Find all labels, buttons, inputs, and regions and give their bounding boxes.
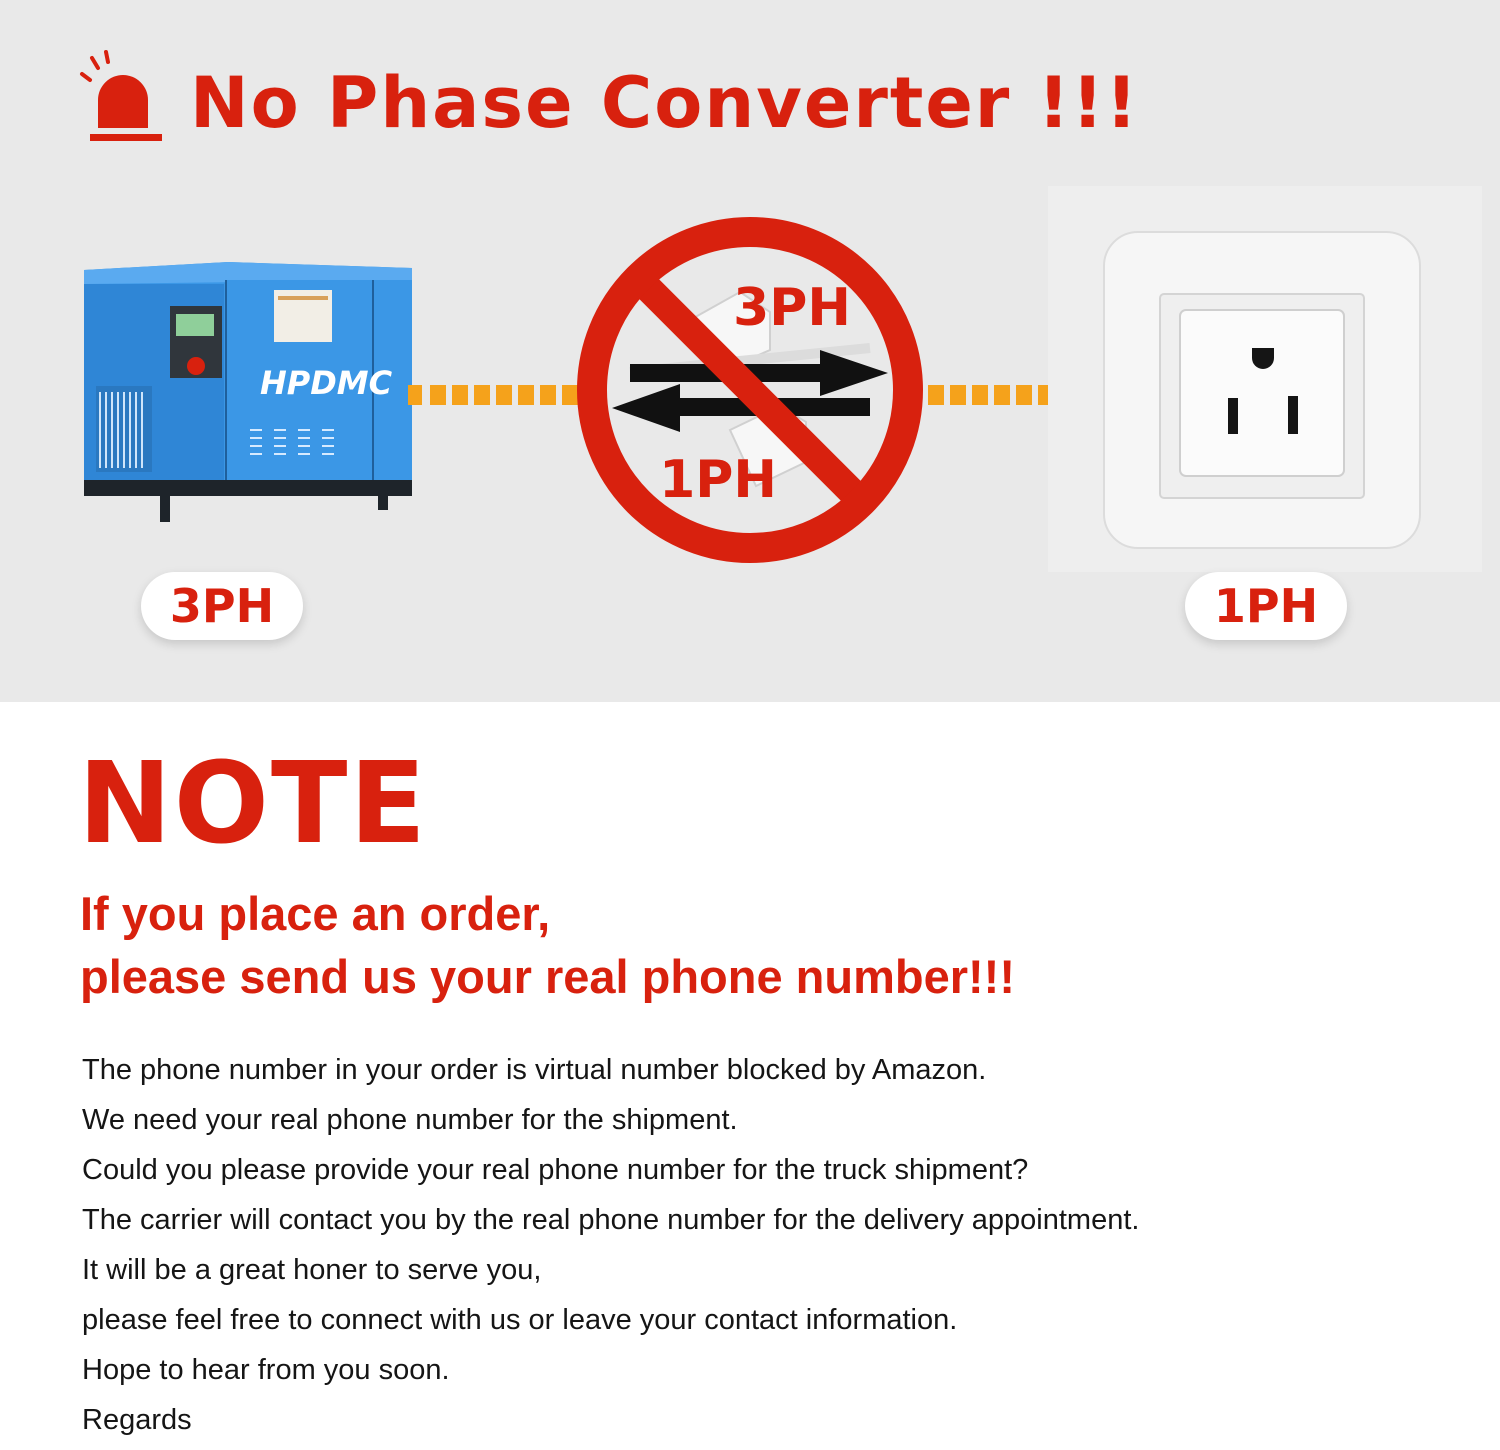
note-line: Could you please provide your real phone number for the truck shipment?	[82, 1154, 1029, 1186]
phase-banner	[0, 0, 1500, 702]
single-phase-badge: 1PH	[1185, 572, 1347, 640]
note-line: please feel free to connect with us or leave your contact information.	[82, 1304, 958, 1336]
three-phase-badge: 3PH	[141, 572, 303, 640]
note-subtitle-line-1: If you place an order,	[80, 887, 551, 940]
wall-outlet-icon	[1048, 186, 1482, 572]
compressor-brand: HPDMC	[260, 364, 393, 402]
note-line: The carrier will contact you by the real phone number for the delivery appointment.	[82, 1204, 1140, 1236]
left-connector-dashes	[408, 385, 578, 405]
banner-headline: No Phase Converter !!!	[190, 62, 1140, 144]
note-body	[82, 1050, 1139, 1450]
no-symbol-icon	[570, 210, 930, 570]
note-line: Hope to hear from you soon.	[82, 1354, 450, 1386]
note-line: The phone number in your order is virtual number blocked by Amazon.	[82, 1054, 987, 1086]
note-line: It will be a great honer to serve you,	[82, 1254, 542, 1286]
prohibited-top-label: 3PH	[733, 278, 851, 338]
air-compressor-image	[78, 258, 418, 533]
note-line: Regards	[82, 1404, 192, 1436]
alarm-light-icon	[76, 48, 166, 144]
note-subtitle-line-2: please send us your real phone number!!!	[80, 950, 1015, 1003]
note-line: We need your real phone number for the shipment.	[82, 1104, 738, 1136]
note-title: NOTE	[78, 739, 428, 869]
prohibited-bottom-label: 1PH	[659, 450, 777, 510]
